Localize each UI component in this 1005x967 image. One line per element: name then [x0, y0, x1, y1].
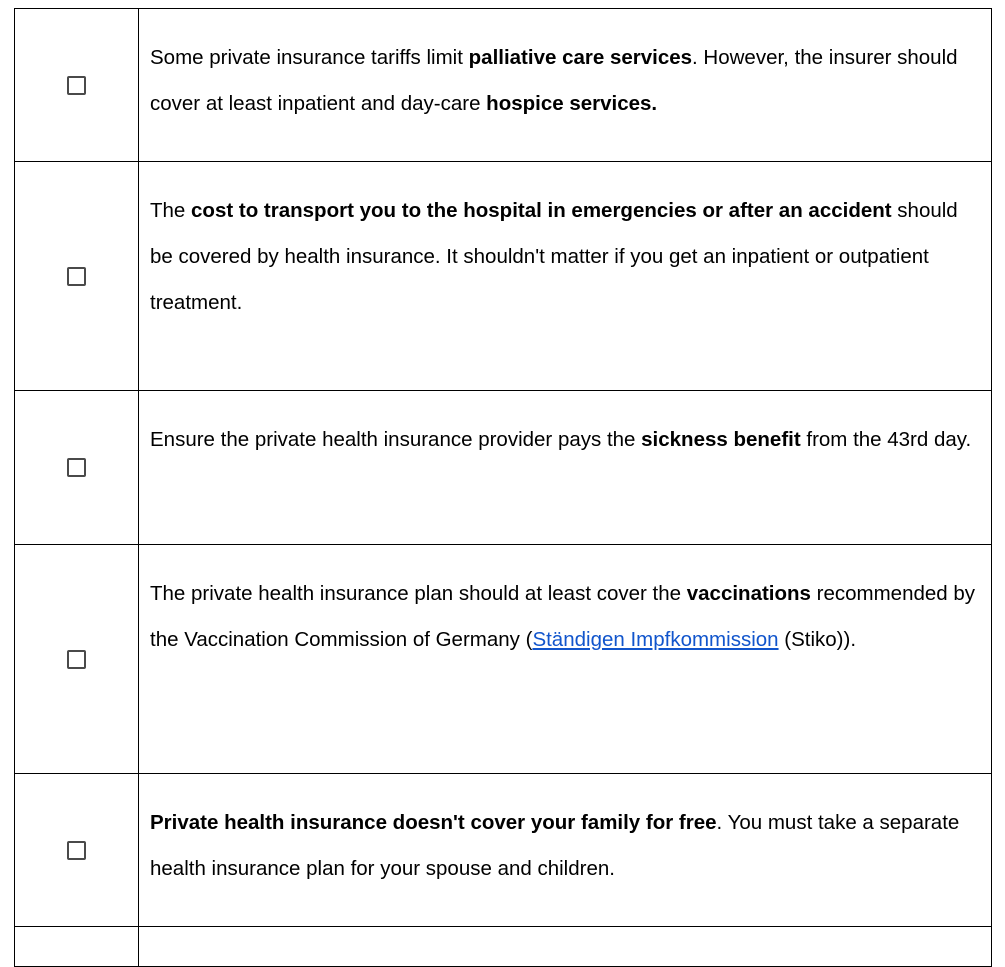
checkbox[interactable] [67, 650, 86, 669]
checklist-row [15, 391, 992, 545]
checkbox-cell [15, 162, 139, 391]
bold-segment: sickness benefit [641, 428, 801, 451]
checklist-row-partial [15, 927, 992, 967]
bold-segment: palliative care services [468, 46, 693, 69]
checkbox[interactable] [67, 458, 86, 477]
checkbox[interactable] [67, 267, 86, 286]
text-segment: recommended by the Vaccination Commission of Germany ( [150, 582, 976, 651]
text-segment: . You must take a separate health insurance plan for your spouse and children. [150, 811, 960, 880]
bold-segment: Private health insurance doesn't cover your family for free [150, 811, 717, 834]
text-segment: The [150, 199, 192, 222]
checklist-row [15, 545, 992, 774]
checklist-table [14, 8, 992, 967]
text-segment: The private health insurance plan should at least cover the [150, 582, 687, 605]
text-segment: should be covered by health insurance. It shouldn't matter if you get an inpatient or outpatient treatment. [150, 199, 958, 314]
requirement-text [139, 774, 992, 927]
checklist-row [15, 9, 992, 162]
checkbox-cell [15, 545, 139, 774]
requirement-text [139, 391, 992, 545]
requirement-text [139, 9, 992, 162]
checkbox[interactable] [67, 76, 86, 95]
requirement-text [139, 927, 992, 967]
checkbox-cell [15, 774, 139, 927]
checklist-row [15, 162, 992, 391]
bold-segment: vaccinations [686, 582, 811, 605]
requirement-text [139, 162, 992, 391]
bold-segment: hospice services. [486, 92, 658, 115]
text-segment: Some private insurance tariffs limit [150, 46, 469, 69]
checklist-row [15, 774, 992, 927]
stiko-link[interactable]: Ständigen Impfkommission [532, 628, 779, 651]
checkbox-cell [15, 9, 139, 162]
text-segment: (Stiko)). [778, 628, 857, 651]
checkbox-cell [15, 927, 139, 967]
checkbox[interactable] [67, 841, 86, 860]
text-segment: Ensure the private health insurance provider pays the [150, 428, 642, 451]
checkbox-cell [15, 391, 139, 545]
requirement-text [139, 545, 992, 774]
bold-segment: cost to transport you to the hospital in emergencies or after an accident [191, 199, 892, 222]
text-segment: from the 43rd day. [800, 428, 972, 451]
text-segment: . However, the insurer should cover at least inpatient and day-care [150, 46, 958, 115]
